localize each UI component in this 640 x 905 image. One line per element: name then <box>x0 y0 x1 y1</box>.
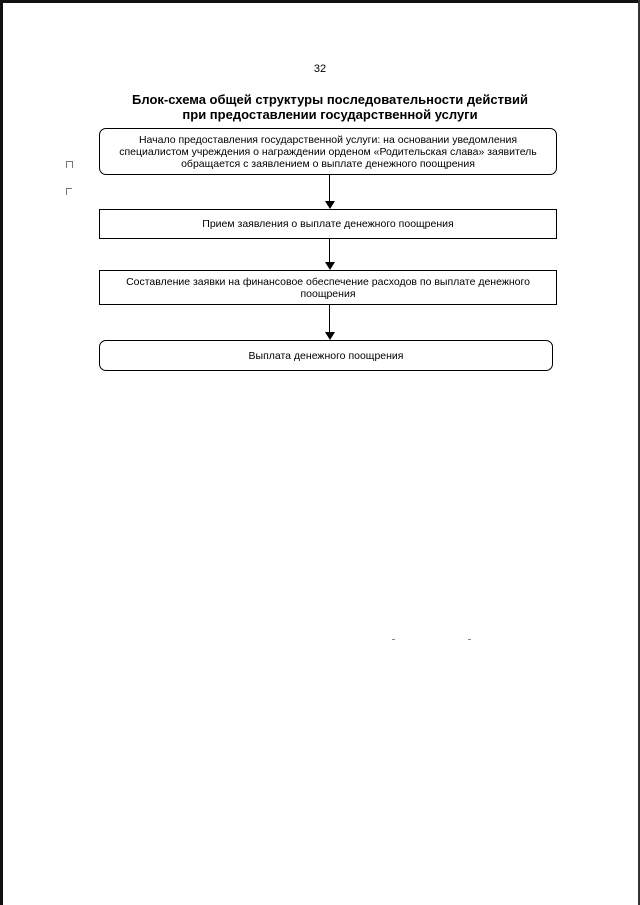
page-number: 32 <box>313 63 327 75</box>
flow-step-start <box>99 128 557 175</box>
scan-speck <box>392 639 395 640</box>
diagram-title-line-2: при предоставлении государственной услуги <box>182 107 478 122</box>
connector-receive-to-compose <box>329 239 330 262</box>
flow-step-receive <box>99 209 557 239</box>
diagram-title-line-1: Блок-схема общей структуры последовательности действий <box>132 92 528 107</box>
arrowhead-icon <box>325 201 335 209</box>
connector-compose-to-payout <box>329 305 330 332</box>
arrowhead-icon <box>325 262 335 270</box>
flow-step-start-text: Начало предоставления государственной услуги: на основании уведомления специалистом учреждения о награждении орденом «Родительская слава» заявитель обращается с заявлением о выплате денежного поощрения <box>119 133 537 170</box>
margin-mark <box>66 161 73 168</box>
scan-edge-left <box>0 0 3 905</box>
flow-step-payout-text: Выплата денежного поощрения <box>248 349 404 362</box>
diagram-title <box>100 92 560 122</box>
scan-edge-top <box>0 0 640 3</box>
flow-step-compose <box>99 270 557 305</box>
scan-speck <box>468 639 471 640</box>
flow-step-compose-text: Составление заявки на финансовое обеспечение расходов по выплате денежного поощрения <box>126 275 530 300</box>
arrowhead-icon <box>325 332 335 340</box>
flow-step-payout <box>99 340 553 371</box>
connector-start-to-receive <box>329 175 330 201</box>
margin-mark <box>66 188 72 195</box>
flow-step-receive-text: Прием заявления о выплате денежного поощрения <box>202 218 454 230</box>
